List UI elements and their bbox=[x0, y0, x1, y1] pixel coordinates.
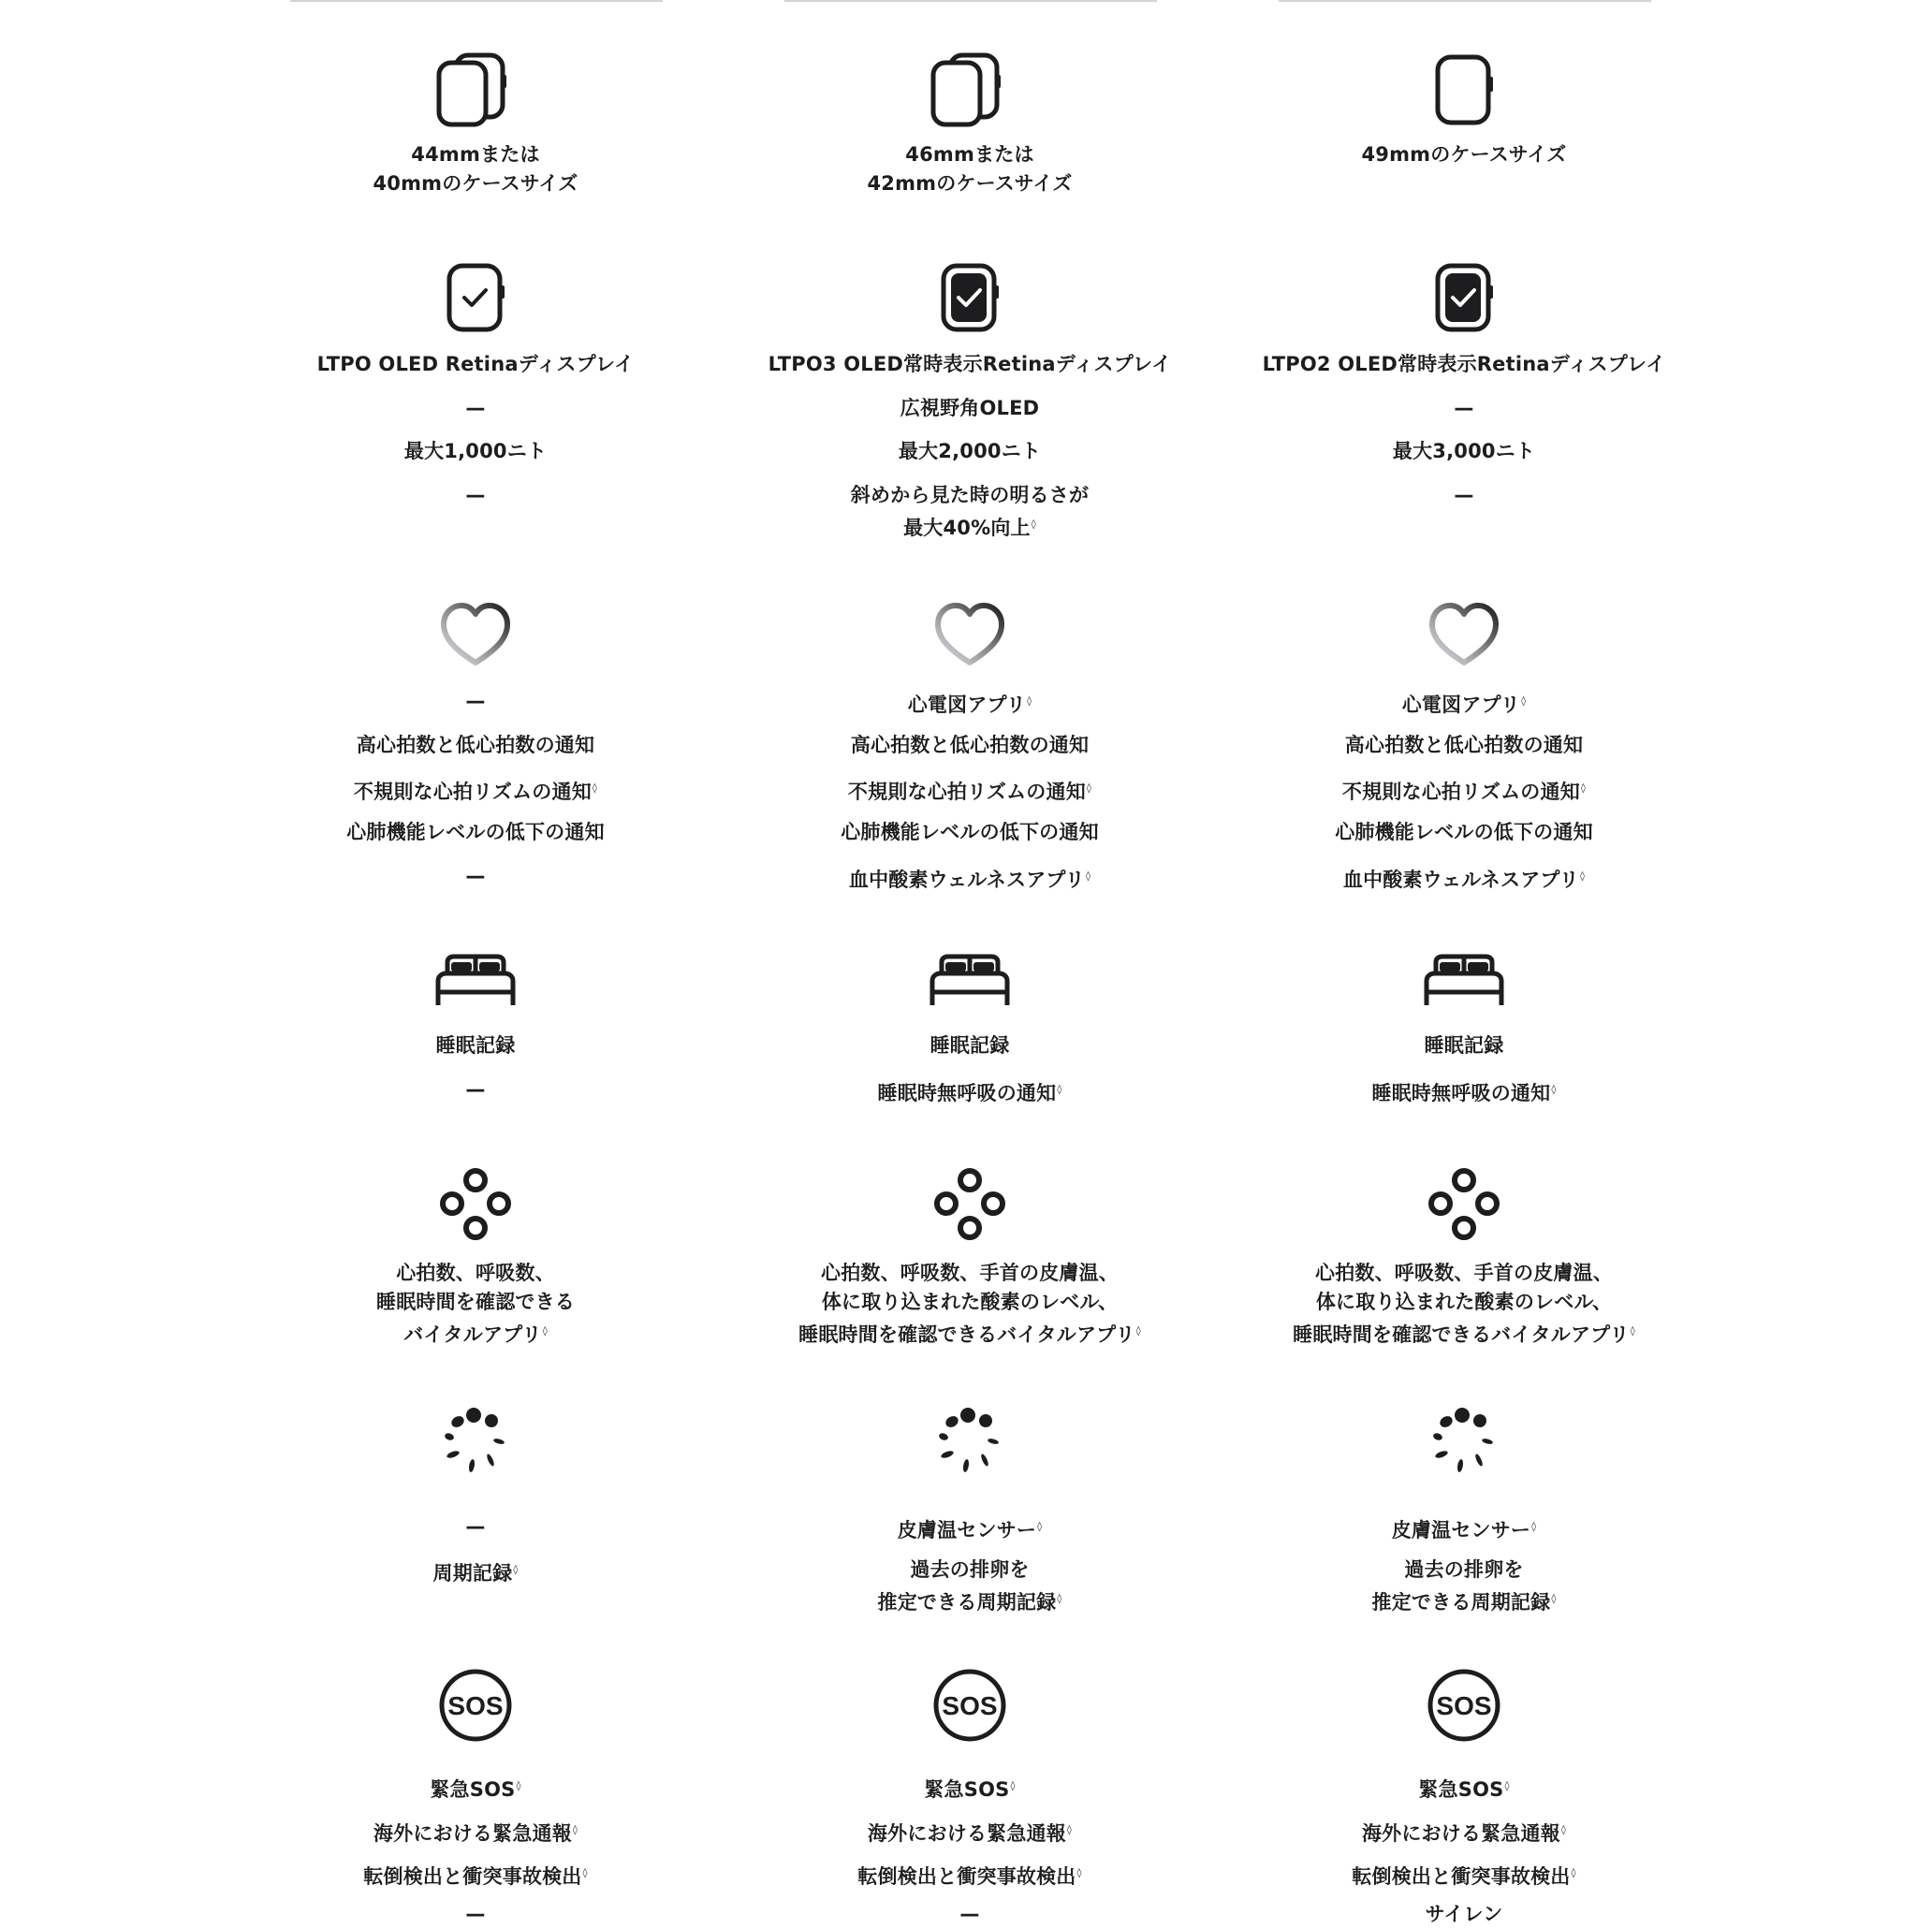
sleep-section bbox=[228, 951, 723, 1011]
international-emergency-calling: 海外における緊急通報◊ bbox=[1361, 1822, 1567, 1845]
vitals-line-2: 体に取り込まれた酸素のレベル、 bbox=[1315, 1291, 1613, 1313]
irregular-rhythm-notification: 不規則な心拍リズムの通知◊ bbox=[1341, 781, 1587, 803]
heart-rate-notification: 高心拍数と低心拍数の通知 bbox=[356, 734, 595, 756]
sleep-tracking: 睡眠記録 bbox=[929, 1034, 1010, 1057]
irregular-rhythm-notification: 不規則な心拍リズムの通知◊ bbox=[847, 781, 1092, 803]
sos-icon bbox=[436, 1666, 515, 1745]
watch-case-double-icon bbox=[928, 52, 1012, 127]
sos-icon bbox=[1425, 1666, 1503, 1745]
display-brightness: 最大2,000ニト bbox=[898, 440, 1042, 462]
bed-icon bbox=[431, 951, 520, 1011]
case-size-line-2: 40mmのケースサイズ bbox=[373, 172, 578, 195]
cardio-fitness-notification: 心肺機能レベルの低下の通知 bbox=[346, 821, 605, 843]
display-always-on-icon bbox=[932, 262, 1007, 333]
ecg-app: 心電図アプリ◊ bbox=[1401, 694, 1527, 716]
case-size-line-2: 42mmのケースサイズ bbox=[867, 172, 1073, 195]
blood-oxygen-app: — bbox=[465, 865, 486, 887]
display-type: LTPO3 OLED常時表示Retinaディスプレイ bbox=[768, 353, 1172, 375]
cycle-section bbox=[723, 1406, 1217, 1484]
column-divider-3 bbox=[1279, 0, 1651, 2]
fall-crash-detection: 転倒検出と衝突事故検出◊ bbox=[1352, 1865, 1576, 1888]
safety-section bbox=[228, 1666, 723, 1745]
emergency-sos: 緊急SOS◊ bbox=[1418, 1778, 1510, 1801]
vitals-line-3: 睡眠時間を確認できるバイタルアプリ◊ bbox=[798, 1323, 1141, 1346]
vitals-line-3: バイタルアプリ◊ bbox=[403, 1323, 548, 1346]
bed-icon bbox=[925, 951, 1015, 1011]
heart-section bbox=[228, 599, 723, 670]
vitals-line-2: 体に取り込まれた酸素のレベル、 bbox=[821, 1291, 1119, 1313]
cycle-tracking: 周期記録◊ bbox=[432, 1562, 519, 1585]
watch-case-icon bbox=[1427, 52, 1501, 127]
display-type: LTPO OLED Retinaディスプレイ bbox=[316, 353, 635, 375]
sleep-section bbox=[1217, 951, 1711, 1011]
sleep-apnea-notification: — bbox=[465, 1078, 486, 1101]
sos-icon bbox=[930, 1666, 1009, 1745]
vitals-section bbox=[723, 1166, 1217, 1245]
heart-section bbox=[1217, 599, 1711, 670]
vitals-icon bbox=[930, 1166, 1009, 1245]
skin-temp-sensor: 皮膚温センサー◊ bbox=[897, 1519, 1043, 1542]
watch-case-double-icon bbox=[433, 52, 518, 127]
cycle-icon bbox=[436, 1406, 515, 1484]
display-brightness: 最大1,000ニト bbox=[403, 440, 548, 462]
cycle-section bbox=[1217, 1406, 1711, 1484]
vitals-line-1: 心拍数、呼吸数、手首の皮膚温、 bbox=[1315, 1262, 1613, 1284]
display-icon bbox=[438, 262, 513, 333]
cycle-icon bbox=[1425, 1406, 1503, 1484]
heart-icon bbox=[930, 599, 1009, 670]
vitals-icon bbox=[1425, 1166, 1503, 1245]
heart-rate-notification: 高心拍数と低心拍数の通知 bbox=[1344, 734, 1584, 756]
cycle-section bbox=[228, 1406, 723, 1484]
cycle-tracking-line-2: 推定できる周期記録◊ bbox=[1371, 1591, 1557, 1614]
safety-section bbox=[723, 1666, 1217, 1745]
bed-icon bbox=[1419, 951, 1509, 1011]
cycle-icon bbox=[930, 1406, 1009, 1484]
siren: — bbox=[465, 1903, 486, 1925]
display-always-on-icon bbox=[1427, 262, 1501, 333]
display-brightness: 最大3,000ニト bbox=[1392, 440, 1536, 462]
display-angle-brightness-line-1: 斜めから見た時の明るさが bbox=[850, 484, 1090, 506]
vitals-line-3: 睡眠時間を確認できるバイタルアプリ◊ bbox=[1293, 1323, 1635, 1346]
emergency-sos: 緊急SOS◊ bbox=[924, 1778, 1016, 1801]
display-angle-brightness-line-2: 最大40%向上◊ bbox=[903, 517, 1036, 539]
sleep-tracking: 睡眠記録 bbox=[435, 1034, 516, 1057]
case-size-line-1: 46mmまたは bbox=[905, 143, 1034, 166]
vitals-section bbox=[228, 1166, 723, 1245]
skin-temp-sensor: 皮膚温センサー◊ bbox=[1391, 1519, 1537, 1542]
irregular-rhythm-notification: 不規則な心拍リズムの通知◊ bbox=[353, 781, 598, 803]
heart-section bbox=[723, 599, 1217, 670]
blood-oxygen-app: 血中酸素ウェルネスアプリ◊ bbox=[1342, 869, 1586, 891]
vitals-line-1: 心拍数、呼吸数、手首の皮膚温、 bbox=[821, 1262, 1119, 1284]
siren: サイレン bbox=[1425, 1903, 1503, 1925]
display-wide-angle: 広視野角OLED bbox=[900, 397, 1040, 419]
ecg-app: — bbox=[465, 690, 486, 712]
sleep-apnea-notification: 睡眠時無呼吸の通知◊ bbox=[877, 1082, 1062, 1104]
vitals-section bbox=[1217, 1166, 1711, 1245]
svg-text:SOS: SOS bbox=[1436, 1691, 1492, 1720]
vitals-line-1: 心拍数、呼吸数、 bbox=[396, 1262, 555, 1284]
heart-rate-notification: 高心拍数と低心拍数の通知 bbox=[850, 734, 1090, 756]
cycle-tracking-line-2: 推定できる周期記録◊ bbox=[877, 1591, 1062, 1614]
display-wide-angle: — bbox=[1454, 397, 1474, 419]
cycle-tracking-line-1: 過去の排卵を bbox=[910, 1558, 1030, 1581]
column-divider-2 bbox=[784, 0, 1157, 2]
sleep-tracking: 睡眠記録 bbox=[1424, 1034, 1504, 1057]
display-section bbox=[723, 262, 1217, 333]
case-size-section bbox=[723, 52, 1217, 127]
fall-crash-detection: 転倒検出と衝突事故検出◊ bbox=[363, 1865, 588, 1888]
svg-text:SOS: SOS bbox=[942, 1691, 998, 1720]
siren: — bbox=[959, 1903, 980, 1925]
sleep-section bbox=[723, 951, 1217, 1011]
sleep-apnea-notification: 睡眠時無呼吸の通知◊ bbox=[1371, 1082, 1557, 1104]
display-section bbox=[1217, 262, 1711, 333]
display-type: LTPO2 OLED常時表示Retinaディスプレイ bbox=[1262, 353, 1666, 375]
display-angle-brightness: — bbox=[1454, 484, 1474, 506]
vitals-line-2: 睡眠時間を確認できる bbox=[376, 1291, 575, 1313]
ecg-app: 心電図アプリ◊ bbox=[907, 694, 1032, 716]
heart-icon bbox=[1425, 599, 1503, 670]
column-divider-1 bbox=[290, 0, 663, 2]
cycle-tracking-line-1: 過去の排卵を bbox=[1404, 1558, 1524, 1581]
international-emergency-calling: 海外における緊急通報◊ bbox=[373, 1822, 578, 1845]
blood-oxygen-app: 血中酸素ウェルネスアプリ◊ bbox=[848, 869, 1091, 891]
case-size-section bbox=[228, 52, 723, 127]
display-wide-angle: — bbox=[465, 397, 486, 419]
display-section bbox=[228, 262, 723, 333]
skin-temp-sensor: — bbox=[465, 1515, 486, 1538]
cardio-fitness-notification: 心肺機能レベルの低下の通知 bbox=[841, 821, 1099, 843]
emergency-sos: 緊急SOS◊ bbox=[430, 1778, 521, 1801]
vitals-icon bbox=[436, 1166, 515, 1245]
svg-text:SOS: SOS bbox=[447, 1691, 504, 1720]
safety-section bbox=[1217, 1666, 1711, 1745]
case-size-line-1: 49mmのケースサイズ bbox=[1361, 143, 1567, 166]
international-emergency-calling: 海外における緊急通報◊ bbox=[867, 1822, 1073, 1845]
case-size-line-1: 44mmまたは bbox=[411, 143, 540, 166]
cardio-fitness-notification: 心肺機能レベルの低下の通知 bbox=[1335, 821, 1593, 843]
fall-crash-detection: 転倒検出と衝突事故検出◊ bbox=[857, 1865, 1082, 1888]
display-angle-brightness: — bbox=[465, 484, 486, 506]
heart-icon bbox=[436, 599, 515, 670]
case-size-section bbox=[1217, 52, 1711, 127]
